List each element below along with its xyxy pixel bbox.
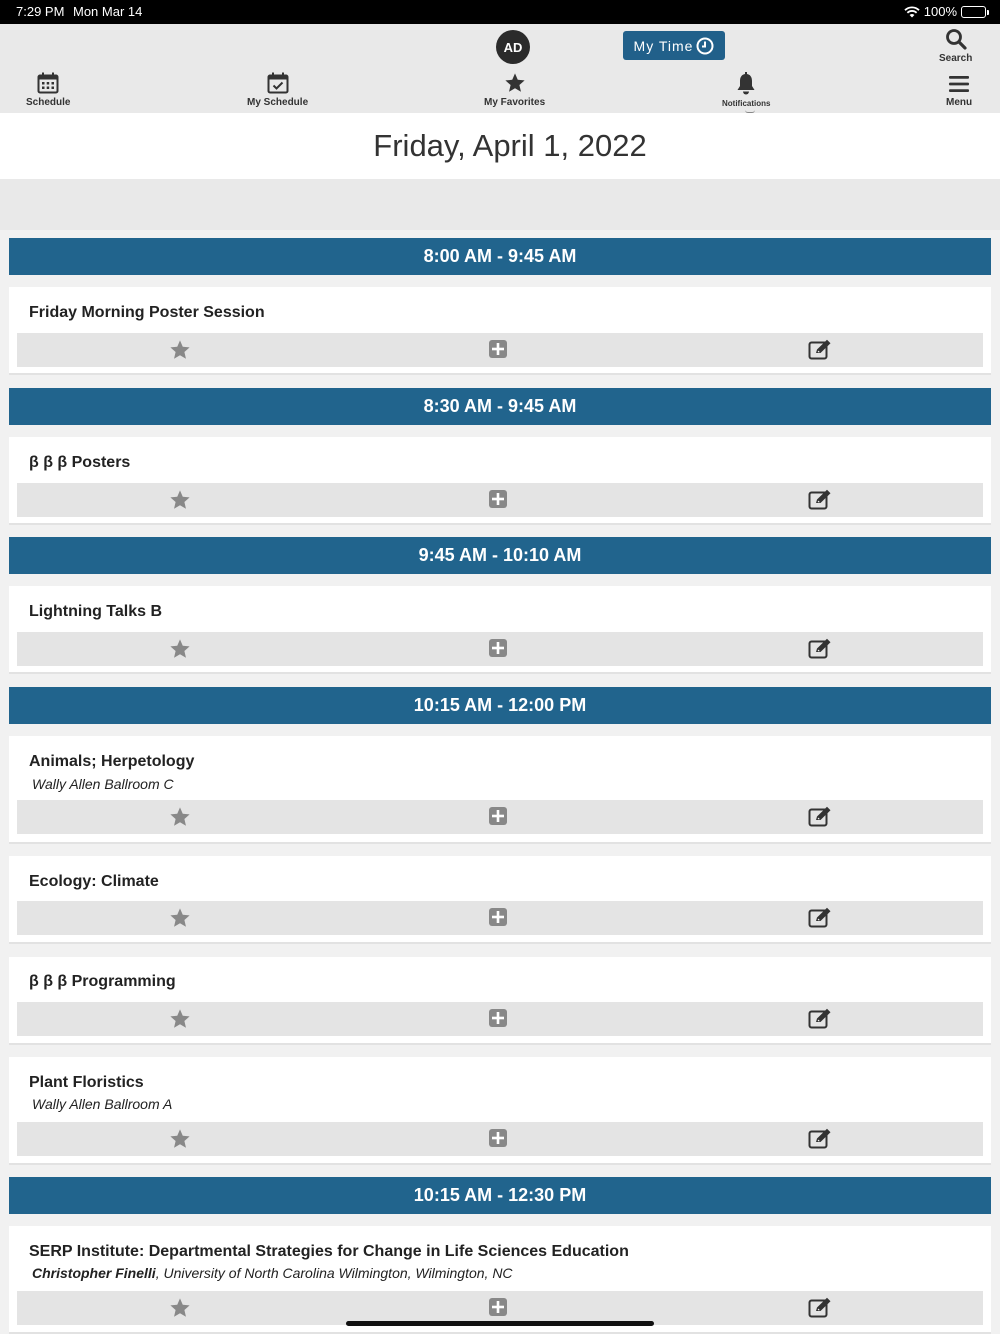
calendar-icon [37, 72, 59, 94]
add-to-schedule-icon[interactable] [488, 907, 508, 927]
favorite-star-icon[interactable] [169, 806, 191, 828]
nav-search-label: Search [939, 53, 973, 64]
favorite-star-icon[interactable] [169, 1128, 191, 1150]
time-slot-header: 10:15 AM - 12:00 PM [9, 687, 991, 724]
clock-icon [696, 37, 714, 55]
nav-my-favorites[interactable] [484, 72, 545, 108]
wifi-icon [904, 6, 920, 18]
session-title: Animals; Herpetology [29, 753, 195, 770]
favorite-star-icon[interactable] [169, 339, 191, 361]
time-slot-header: 8:30 AM - 9:45 AM [9, 388, 991, 425]
session-title: β β β Posters [29, 454, 131, 471]
status-time: 7:29 PM [16, 4, 65, 19]
edit-note-icon[interactable] [808, 907, 832, 929]
time-slot-header: 10:15 AM - 12:30 PM [9, 1177, 991, 1214]
session-title: Plant Floristics [29, 1074, 144, 1091]
add-to-schedule-icon[interactable] [488, 1128, 508, 1148]
calendar-check-icon [267, 72, 289, 94]
top-navigation [0, 24, 1000, 113]
nav-notifications[interactable] [722, 72, 770, 108]
add-to-schedule-icon[interactable] [488, 1008, 508, 1028]
session-card[interactable] [9, 1226, 991, 1334]
hamburger-menu-icon [948, 74, 970, 94]
session-location: Wally Allen Ballroom C [32, 776, 174, 792]
status-bar [0, 0, 1000, 24]
session-actions [17, 1122, 983, 1156]
session-actions [17, 333, 983, 367]
battery-icon [961, 6, 986, 18]
edit-note-icon[interactable] [808, 1128, 832, 1150]
favorite-star-icon[interactable] [169, 489, 191, 511]
session-speaker-line [32, 1265, 513, 1281]
session-title: Lightning Talks B [29, 603, 163, 620]
session-title: SERP Institute: Departmental Strategies for Change in Life Sciences Education [29, 1243, 629, 1260]
edit-note-icon[interactable] [808, 1297, 832, 1319]
session-title: Ecology: Climate [29, 873, 159, 890]
nav-my-schedule-label: My Schedule [247, 97, 309, 108]
speaker-name: Christopher Finelli [32, 1265, 156, 1281]
bell-icon [735, 72, 757, 96]
session-actions [17, 483, 983, 517]
edit-note-icon[interactable] [808, 339, 832, 361]
nav-schedule[interactable] [26, 72, 70, 108]
status-right [904, 4, 986, 19]
day-title: Friday, April 1, 2022 [0, 113, 1000, 179]
session-card[interactable] [9, 957, 991, 1045]
search-icon [945, 28, 967, 50]
session-actions [17, 632, 983, 666]
speaker-affiliation: , University of North Carolina Wilmington, Wilmington, NC [155, 1265, 513, 1281]
my-time-button[interactable] [623, 31, 725, 60]
nav-menu-label: Menu [946, 97, 973, 108]
session-actions [17, 800, 983, 834]
session-location: Wally Allen Ballroom A [32, 1096, 173, 1112]
favorite-star-icon[interactable] [169, 1297, 191, 1319]
favorite-star-icon[interactable] [169, 638, 191, 660]
nav-my-favorites-label: My Favorites [484, 97, 546, 108]
session-list [0, 230, 1000, 1334]
time-slot-header: 9:45 AM - 10:10 AM [9, 537, 991, 574]
session-actions [17, 1291, 983, 1325]
session-title: Friday Morning Poster Session [29, 304, 265, 321]
nav-search[interactable] [939, 28, 972, 64]
add-to-schedule-icon[interactable] [488, 489, 508, 509]
avatar[interactable]: AD [496, 30, 530, 64]
add-to-schedule-icon[interactable] [488, 339, 508, 359]
session-card[interactable] [9, 856, 991, 944]
session-title: β β β Programming [29, 973, 176, 990]
session-card[interactable] [9, 736, 991, 844]
edit-note-icon[interactable] [808, 489, 832, 511]
nav-schedule-label: Schedule [26, 97, 71, 108]
status-date: Mon Mar 14 [73, 4, 143, 19]
edit-note-icon[interactable] [808, 1008, 832, 1030]
time-slot-header: 8:00 AM - 9:45 AM [9, 238, 991, 275]
session-card[interactable] [9, 437, 991, 525]
nav-my-schedule[interactable] [247, 72, 308, 108]
nav-notifications-label: Notifications [722, 99, 771, 108]
session-card[interactable] [9, 586, 991, 674]
edit-note-icon[interactable] [808, 638, 832, 660]
home-indicator[interactable] [346, 1321, 654, 1326]
add-to-schedule-icon[interactable] [488, 806, 508, 826]
session-actions [17, 901, 983, 935]
nav-menu[interactable] [946, 74, 972, 108]
star-icon [504, 72, 526, 94]
my-time-label: My Time [633, 37, 694, 54]
add-to-schedule-icon[interactable] [488, 638, 508, 658]
add-to-schedule-icon[interactable] [488, 1297, 508, 1317]
favorite-star-icon[interactable] [169, 907, 191, 929]
session-actions [17, 1002, 983, 1036]
edit-note-icon[interactable] [808, 806, 832, 828]
session-card[interactable] [9, 1057, 991, 1165]
battery-percent: 100% [923, 4, 957, 19]
favorite-star-icon[interactable] [169, 1008, 191, 1030]
session-card[interactable] [9, 287, 991, 375]
